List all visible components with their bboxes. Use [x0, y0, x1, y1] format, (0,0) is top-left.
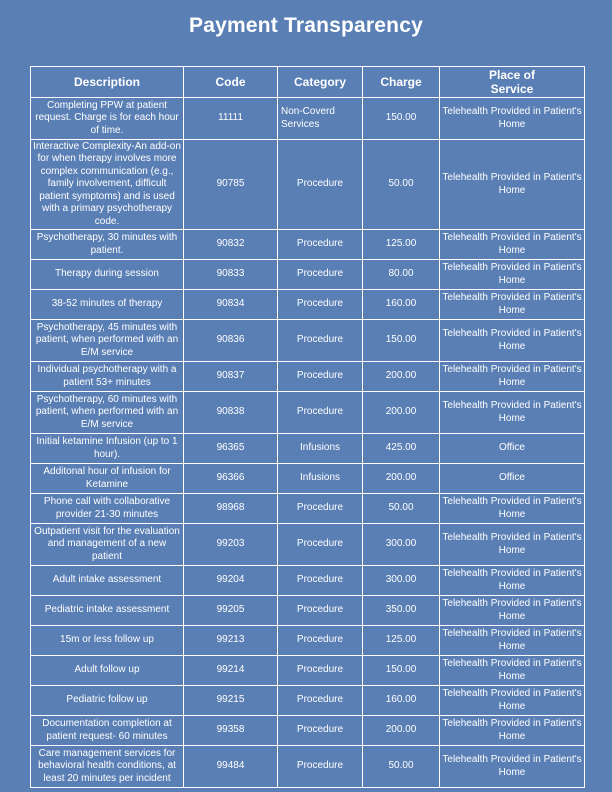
cell-charge: 160.00 — [363, 686, 440, 716]
cell-charge: 150.00 — [363, 656, 440, 686]
header-row — [31, 67, 585, 98]
cell-charge: 50.00 — [363, 494, 440, 524]
cell-code: 99204 — [184, 566, 278, 596]
cell-code: 90838 — [184, 392, 278, 434]
cell-charge: 200.00 — [363, 362, 440, 392]
cell-code: 99214 — [184, 656, 278, 686]
cell-category: Non-Coverd Services — [278, 98, 363, 140]
cell-charge: 200.00 — [363, 716, 440, 746]
cell-code: 90837 — [184, 362, 278, 392]
table-row — [31, 140, 585, 230]
cell-description: Care management services for behavioral health conditions, at least 20 minutes per incident — [31, 746, 184, 788]
cell-description: Documentation completion at patient request- 60 minutes — [31, 716, 184, 746]
table-row — [31, 320, 585, 362]
cell-description: 38-52 minutes of therapy — [31, 290, 184, 320]
page-title: Payment Transparency — [189, 14, 423, 37]
cell-code: 90836 — [184, 320, 278, 362]
cell-code: 11111 — [184, 98, 278, 140]
cell-description: Completing PPW at patient request. Charge is for each hour of time. — [31, 98, 184, 140]
header-category: Category — [278, 67, 363, 98]
cell-category: Procedure — [278, 260, 363, 290]
cell-description: Psychotherapy, 60 minutes with patient, when performed with an E/M service — [31, 392, 184, 434]
table-body — [31, 98, 585, 788]
table-header — [31, 67, 585, 98]
cell-category: Procedure — [278, 656, 363, 686]
table-row — [31, 464, 585, 494]
table-row — [31, 290, 585, 320]
table-row — [31, 362, 585, 392]
cell-description: Psychotherapy, 30 minutes with patient. — [31, 230, 184, 260]
cell-description: Additonal hour of infusion for Ketamine — [31, 464, 184, 494]
cell-charge: 300.00 — [363, 566, 440, 596]
cell-code: 90834 — [184, 290, 278, 320]
cell-category: Procedure — [278, 596, 363, 626]
header-code: Code — [184, 67, 278, 98]
table-row — [31, 392, 585, 434]
table-row — [31, 716, 585, 746]
cell-category: Procedure — [278, 626, 363, 656]
table-row — [31, 626, 585, 656]
table-row — [31, 686, 585, 716]
cell-code: 90832 — [184, 230, 278, 260]
table-row — [31, 656, 585, 686]
cell-code: 96366 — [184, 464, 278, 494]
cell-charge: 50.00 — [363, 746, 440, 788]
cell-place-of-service: Telehealth Provided in Patient's Home — [440, 140, 585, 230]
cell-code: 99358 — [184, 716, 278, 746]
table-row — [31, 260, 585, 290]
table-row — [31, 434, 585, 464]
table-row — [31, 494, 585, 524]
cell-place-of-service: Telehealth Provided in Patient's Home — [440, 524, 585, 566]
cell-place-of-service: Telehealth Provided in Patient's Home — [440, 260, 585, 290]
cell-place-of-service: Office — [440, 464, 585, 494]
cell-place-of-service: Telehealth Provided in Patient's Home — [440, 362, 585, 392]
cell-description: Initial ketamine Infusion (up to 1 hour). — [31, 434, 184, 464]
cell-place-of-service: Telehealth Provided in Patient's Home — [440, 656, 585, 686]
header-charge: Charge — [363, 67, 440, 98]
cell-code: 90833 — [184, 260, 278, 290]
cell-place-of-service: Telehealth Provided in Patient's Home — [440, 626, 585, 656]
table-row — [31, 230, 585, 260]
cell-description: Interactive Complexity-An add-on for when therapy involves more complex communication (e.g., family involvement, difficult patient symptoms) and is used with a primary psychotherapy code. — [31, 140, 184, 230]
cell-category: Procedure — [278, 230, 363, 260]
cell-description: Outpatient visit for the evaluation and management of a new patient — [31, 524, 184, 566]
cell-description: Adult intake assessment — [31, 566, 184, 596]
cell-place-of-service: Telehealth Provided in Patient's Home — [440, 494, 585, 524]
cell-category: Infusions — [278, 434, 363, 464]
cell-charge: 425.00 — [363, 434, 440, 464]
table-row — [31, 524, 585, 566]
cell-place-of-service: Telehealth Provided in Patient's Home — [440, 290, 585, 320]
cell-category: Procedure — [278, 686, 363, 716]
cell-category: Procedure — [278, 392, 363, 434]
cell-charge: 150.00 — [363, 98, 440, 140]
cell-charge: 300.00 — [363, 524, 440, 566]
cell-category: Procedure — [278, 566, 363, 596]
header-place-of-service: Place of Service — [440, 67, 585, 98]
cell-category: Procedure — [278, 746, 363, 788]
cell-code: 98968 — [184, 494, 278, 524]
cell-category: Procedure — [278, 290, 363, 320]
table-row — [31, 596, 585, 626]
cell-charge: 125.00 — [363, 626, 440, 656]
cell-description: 15m or less follow up — [31, 626, 184, 656]
payment-table — [30, 66, 585, 788]
cell-description: Phone call with collaborative provider 21-30 minutes — [31, 494, 184, 524]
cell-code: 99215 — [184, 686, 278, 716]
cell-charge: 160.00 — [363, 290, 440, 320]
cell-description: Adult follow up — [31, 656, 184, 686]
table-row — [31, 98, 585, 140]
cell-category: Procedure — [278, 716, 363, 746]
cell-charge: 50.00 — [363, 140, 440, 230]
table-row — [31, 746, 585, 788]
cell-code: 90785 — [184, 140, 278, 230]
cell-category: Procedure — [278, 320, 363, 362]
cell-place-of-service: Telehealth Provided in Patient's Home — [440, 686, 585, 716]
cell-code: 99213 — [184, 626, 278, 656]
cell-charge: 150.00 — [363, 320, 440, 362]
cell-category: Procedure — [278, 362, 363, 392]
cell-charge: 350.00 — [363, 596, 440, 626]
cell-place-of-service: Telehealth Provided in Patient's Home — [440, 98, 585, 140]
cell-code: 99484 — [184, 746, 278, 788]
header-description: Description — [31, 67, 184, 98]
cell-place-of-service: Telehealth Provided in Patient's Home — [440, 716, 585, 746]
cell-description: Individual psychotherapy with a patient 53+ minutes — [31, 362, 184, 392]
cell-code: 99205 — [184, 596, 278, 626]
cell-code: 99203 — [184, 524, 278, 566]
table-row — [31, 566, 585, 596]
cell-category: Infusions — [278, 464, 363, 494]
cell-charge: 200.00 — [363, 464, 440, 494]
cell-place-of-service: Telehealth Provided in Patient's Home — [440, 230, 585, 260]
cell-category: Procedure — [278, 140, 363, 230]
cell-place-of-service: Telehealth Provided in Patient's Home — [440, 392, 585, 434]
cell-charge: 125.00 — [363, 230, 440, 260]
cell-place-of-service: Telehealth Provided in Patient's Home — [440, 320, 585, 362]
cell-description: Psychotherapy, 45 minutes with patient, when performed with an E/M service — [31, 320, 184, 362]
cell-description: Therapy during session — [31, 260, 184, 290]
cell-category: Procedure — [278, 494, 363, 524]
cell-place-of-service: Telehealth Provided in Patient's Home — [440, 596, 585, 626]
cell-category: Procedure — [278, 524, 363, 566]
cell-charge: 200.00 — [363, 392, 440, 434]
cell-description: Pediatric follow up — [31, 686, 184, 716]
cell-charge: 80.00 — [363, 260, 440, 290]
cell-place-of-service: Telehealth Provided in Patient's Home — [440, 746, 585, 788]
cell-place-of-service: Telehealth Provided in Patient's Home — [440, 566, 585, 596]
cell-description: Pediatric intake assessment — [31, 596, 184, 626]
cell-place-of-service: Office — [440, 434, 585, 464]
cell-code: 96365 — [184, 434, 278, 464]
